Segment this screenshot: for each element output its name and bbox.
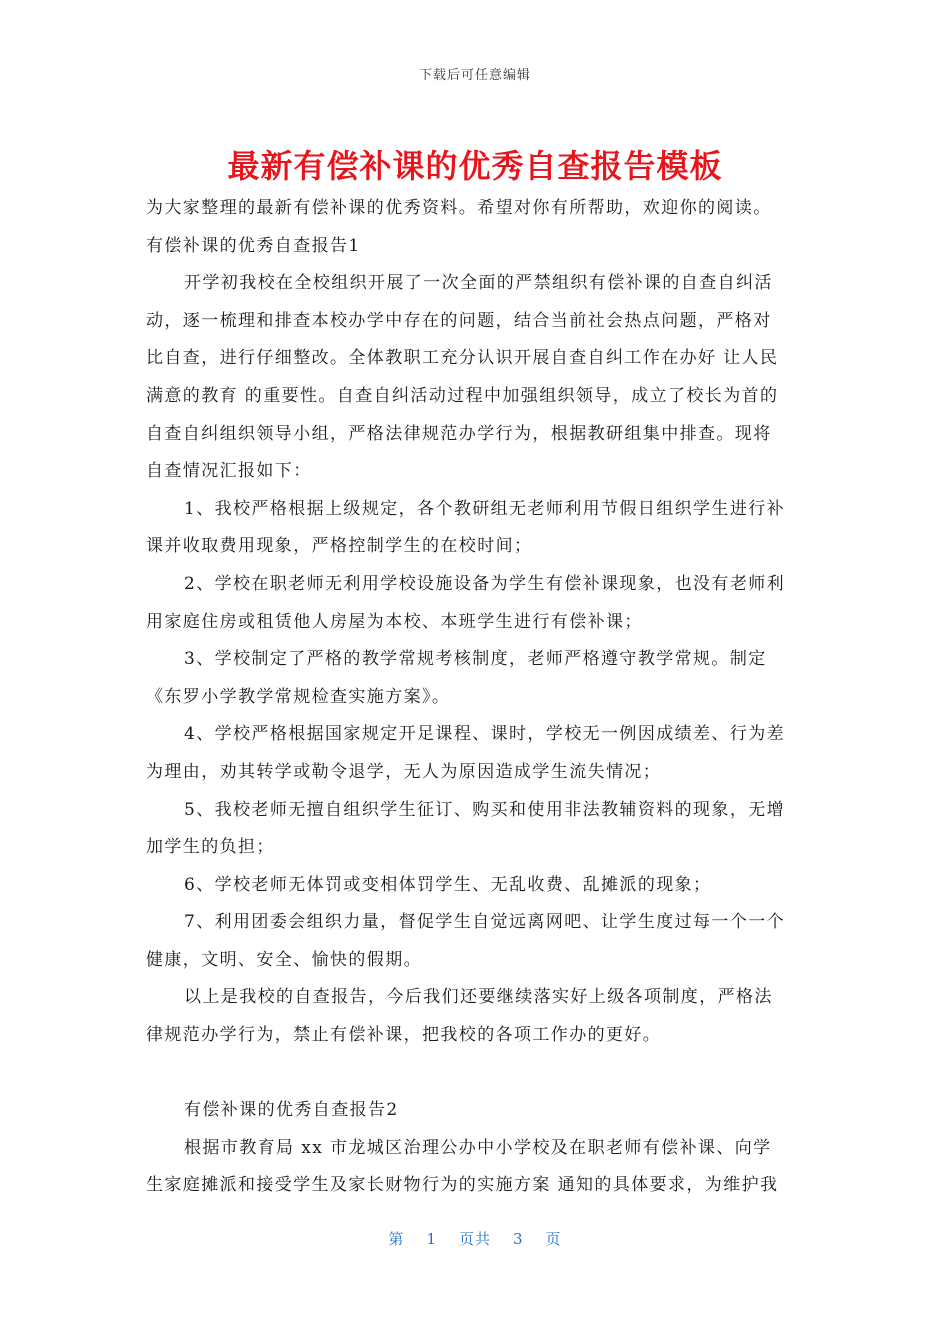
list-item-1-line: 1、我校严格根据上级规定，各个教研组无老师利用节假日组织学生进行补: [184, 498, 786, 519]
list-item-7-line: 7、利用团委会组织力量，督促学生自觉远离网吧、让学生度过每一个一个: [184, 912, 786, 933]
footer-page-number: 1: [426, 1230, 437, 1248]
list-item-3-line: 《东罗小学教学常规检查实施方案》。: [146, 686, 451, 707]
header-note: 下载后可任意编辑: [418, 68, 531, 83]
intro-line: 为大家整理的最新有偿补课的优秀资料。希望对你有所帮助，欢迎你的阅读。: [146, 198, 772, 218]
paragraph-1-line: 满意的教育 的重要性。自查自纠活动过程中加强组织领导，成立了校长为首的: [146, 385, 779, 406]
list-item-5-line: 5、我校老师无擅自组织学生征订、购买和使用非法教辅资料的现象，无增: [184, 799, 786, 820]
footer-of-label: 页共: [458, 1230, 491, 1248]
document-title: 最新有偿补课的优秀自查报告模板: [227, 147, 723, 185]
paragraph-2-line: 根据市教育局 xx 市龙城区治理公办中小学校及在职老师有偿补课、向学: [184, 1137, 772, 1158]
list-item-2-line: 2、学校在职老师无利用学校设施设备为学生有偿补课现象，也没有老师利: [184, 573, 786, 594]
list-item-5-line: 加学生的负担；: [146, 837, 275, 858]
page-footer: [0, 1228, 950, 1249]
footer-total-pages: 3: [513, 1230, 524, 1248]
conclusion-line: 律规范办学行为，禁止有偿补课，把我校的各项工作办的更好。: [146, 1025, 662, 1046]
paragraph-1-line: 比自查，进行仔细整改。全体教职工充分认识开展自查自纠工作在办好 让人民: [146, 348, 779, 369]
document-body: [146, 190, 806, 1205]
paragraph-1-line: 自查自纠组织领导小组，严格法律规范办学行为，根据教研组集中排查。现将: [146, 423, 772, 444]
paragraph-1-line: 动，逐一梳理和排查本校办学中存在的问题，结合当前社会热点问题，严格对: [146, 310, 772, 331]
paragraph-gap: [146, 1055, 806, 1093]
section-1-heading: 有偿补课的优秀自查报告1: [146, 235, 361, 256]
list-item-1-line: 课并收取费用现象，严格控制学生的在校时间；: [146, 536, 533, 557]
list-item-6-line: 6、学校老师无体罚或变相体罚学生、无乱收费、乱摊派的现象；: [184, 874, 712, 895]
list-item-2-line: 用家庭住房或租赁他人房屋为本校、本班学生进行有偿补课；: [146, 611, 643, 632]
list-item-7-line: 健康，文明、安全、愉快的假期。: [146, 949, 422, 970]
conclusion-line: 以上是我校的自查报告，今后我们还要继续落实好上级各项制度，严格法: [184, 987, 773, 1008]
section-2-heading: 有偿补课的优秀自查报告2: [184, 1100, 399, 1121]
list-item-3-line: 3、学校制定了严格的教学常规考核制度，老师严格遵守教学常规。制定: [184, 649, 767, 670]
list-item-4-line: 为理由，劝其转学或勒令退学，无人为原因造成学生流失情况；: [146, 761, 662, 782]
paragraph-2-line: 生家庭摊派和接受学生及家长财物行为的实施方案 通知的具体要求，为维护我: [146, 1175, 779, 1196]
paragraph-1-line: 自查情况汇报如下：: [146, 461, 312, 482]
paragraph-1-line: 开学初我校在全校组织开展了一次全面的严禁组织有偿补课的自查自纠活: [184, 273, 773, 294]
footer-end-label: 页: [545, 1230, 562, 1248]
footer-page-label: 第: [388, 1230, 405, 1248]
list-item-4-line: 4、学校严格根据国家规定开足课程、课时，学校无一例因成绩差、行为差: [184, 724, 786, 745]
